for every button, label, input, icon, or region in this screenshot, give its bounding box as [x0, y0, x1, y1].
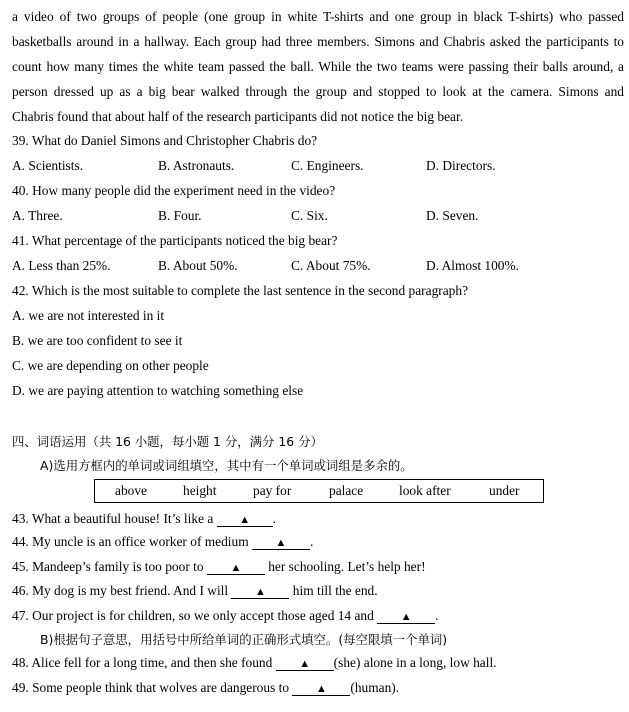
question-stem: 40. How many people did the experiment need in the video? — [12, 183, 336, 198]
fill-question-45: 45. Mandeep’s family is too poor to ▲ her schooling. Let’s help her! — [12, 559, 426, 574]
option-a: A. Less than 25%. — [12, 258, 111, 273]
option-d: D. Seven. — [426, 208, 479, 223]
word-bank-item: above — [115, 483, 147, 498]
word-bank-box — [94, 479, 544, 503]
passage-line: basketballs around in a hallway. Each group had three members. Simons and Chabris asked the participants to — [12, 34, 624, 49]
option-a: A. we are not interested in it — [12, 308, 165, 323]
option-d: D. Almost 100%. — [426, 258, 519, 273]
option-c: C. About 75%. — [291, 258, 371, 273]
fill-question-48: 48. Alice fell for a long time, and then she found ▲ (she) alone in a long, low hall. — [12, 655, 497, 670]
answer-blank[interactable]: ▲ — [231, 586, 289, 599]
word-bank-item: look after — [399, 483, 451, 498]
option-b: B. we are too confident to see it — [12, 333, 183, 348]
option-b: B. Astronauts. — [158, 158, 235, 173]
option-d: D. Directors. — [426, 158, 496, 173]
part-b-instruction: B)根据句子意思，用括号中所给单词的正确形式填空。(每空限填一个单词) — [40, 632, 448, 647]
passage-line: a video of two groups of people (one group in white T-shirts and one group in black T-shirts) who passed — [12, 9, 624, 24]
answer-blank[interactable]: ▲ — [292, 683, 350, 696]
word-bank-item: under — [489, 483, 520, 498]
answer-blank[interactable]: ▲ — [207, 562, 265, 575]
question-stem: 42. Which is the most suitable to complete the last sentence in the second paragraph? — [12, 283, 469, 298]
section-title: 四、词语运用（共 16 小题，每小题 1 分，满分 16 分） — [12, 434, 323, 449]
option-c: C. Engineers. — [291, 158, 364, 173]
fill-question-47: 47. Our project is for children, so we only accept those aged 14 and ▲ . — [12, 608, 439, 623]
word-bank-item: palace — [329, 483, 364, 498]
passage-line: person dressed up as a big bear walked through the group and stopped to look at the camera. Simons and — [12, 84, 624, 99]
answer-blank[interactable]: ▲ — [252, 537, 310, 550]
answer-blank[interactable]: ▲ — [217, 514, 273, 527]
option-a: A. Scientists. — [12, 158, 84, 173]
word-bank-item: height — [183, 483, 217, 498]
fill-question-43: 43. What a beautiful house! It’s like a ▲ . — [12, 511, 277, 526]
word-bank-item: pay for — [253, 483, 292, 498]
fill-question-44: 44. My uncle is an office worker of medium ▲ . — [12, 534, 314, 549]
fill-question-49: 49. Some people think that wolves are dangerous to ▲ (human). — [12, 680, 400, 695]
part-a-instruction: A)选用方框内的单词或词组填空，其中有一个单词或词组是多余的。 — [40, 458, 413, 473]
fill-question-46: 46. My dog is my best friend. And I will ▲ him till the end. — [12, 583, 378, 598]
question-stem: 39. What do Daniel Simons and Christopher Chabris do? — [12, 133, 318, 148]
option-b: B. About 50%. — [158, 258, 238, 273]
passage-line: count how many times the white team passed the ball. While the two teams were passing their balls around, a — [12, 59, 624, 74]
answer-blank[interactable]: ▲ — [276, 658, 334, 671]
passage-line: Chabris found that about half of the research participants did not notice the big bear. — [12, 109, 464, 124]
option-c: C. Six. — [291, 208, 328, 223]
question-stem: 41. What percentage of the participants noticed the big bear? — [12, 233, 338, 248]
answer-blank[interactable]: ▲ — [377, 611, 435, 624]
option-a: A. Three. — [12, 208, 63, 223]
option-c: C. we are depending on other people — [12, 358, 209, 373]
option-b: B. Four. — [158, 208, 202, 223]
option-d: D. we are paying attention to watching something else — [12, 383, 304, 398]
